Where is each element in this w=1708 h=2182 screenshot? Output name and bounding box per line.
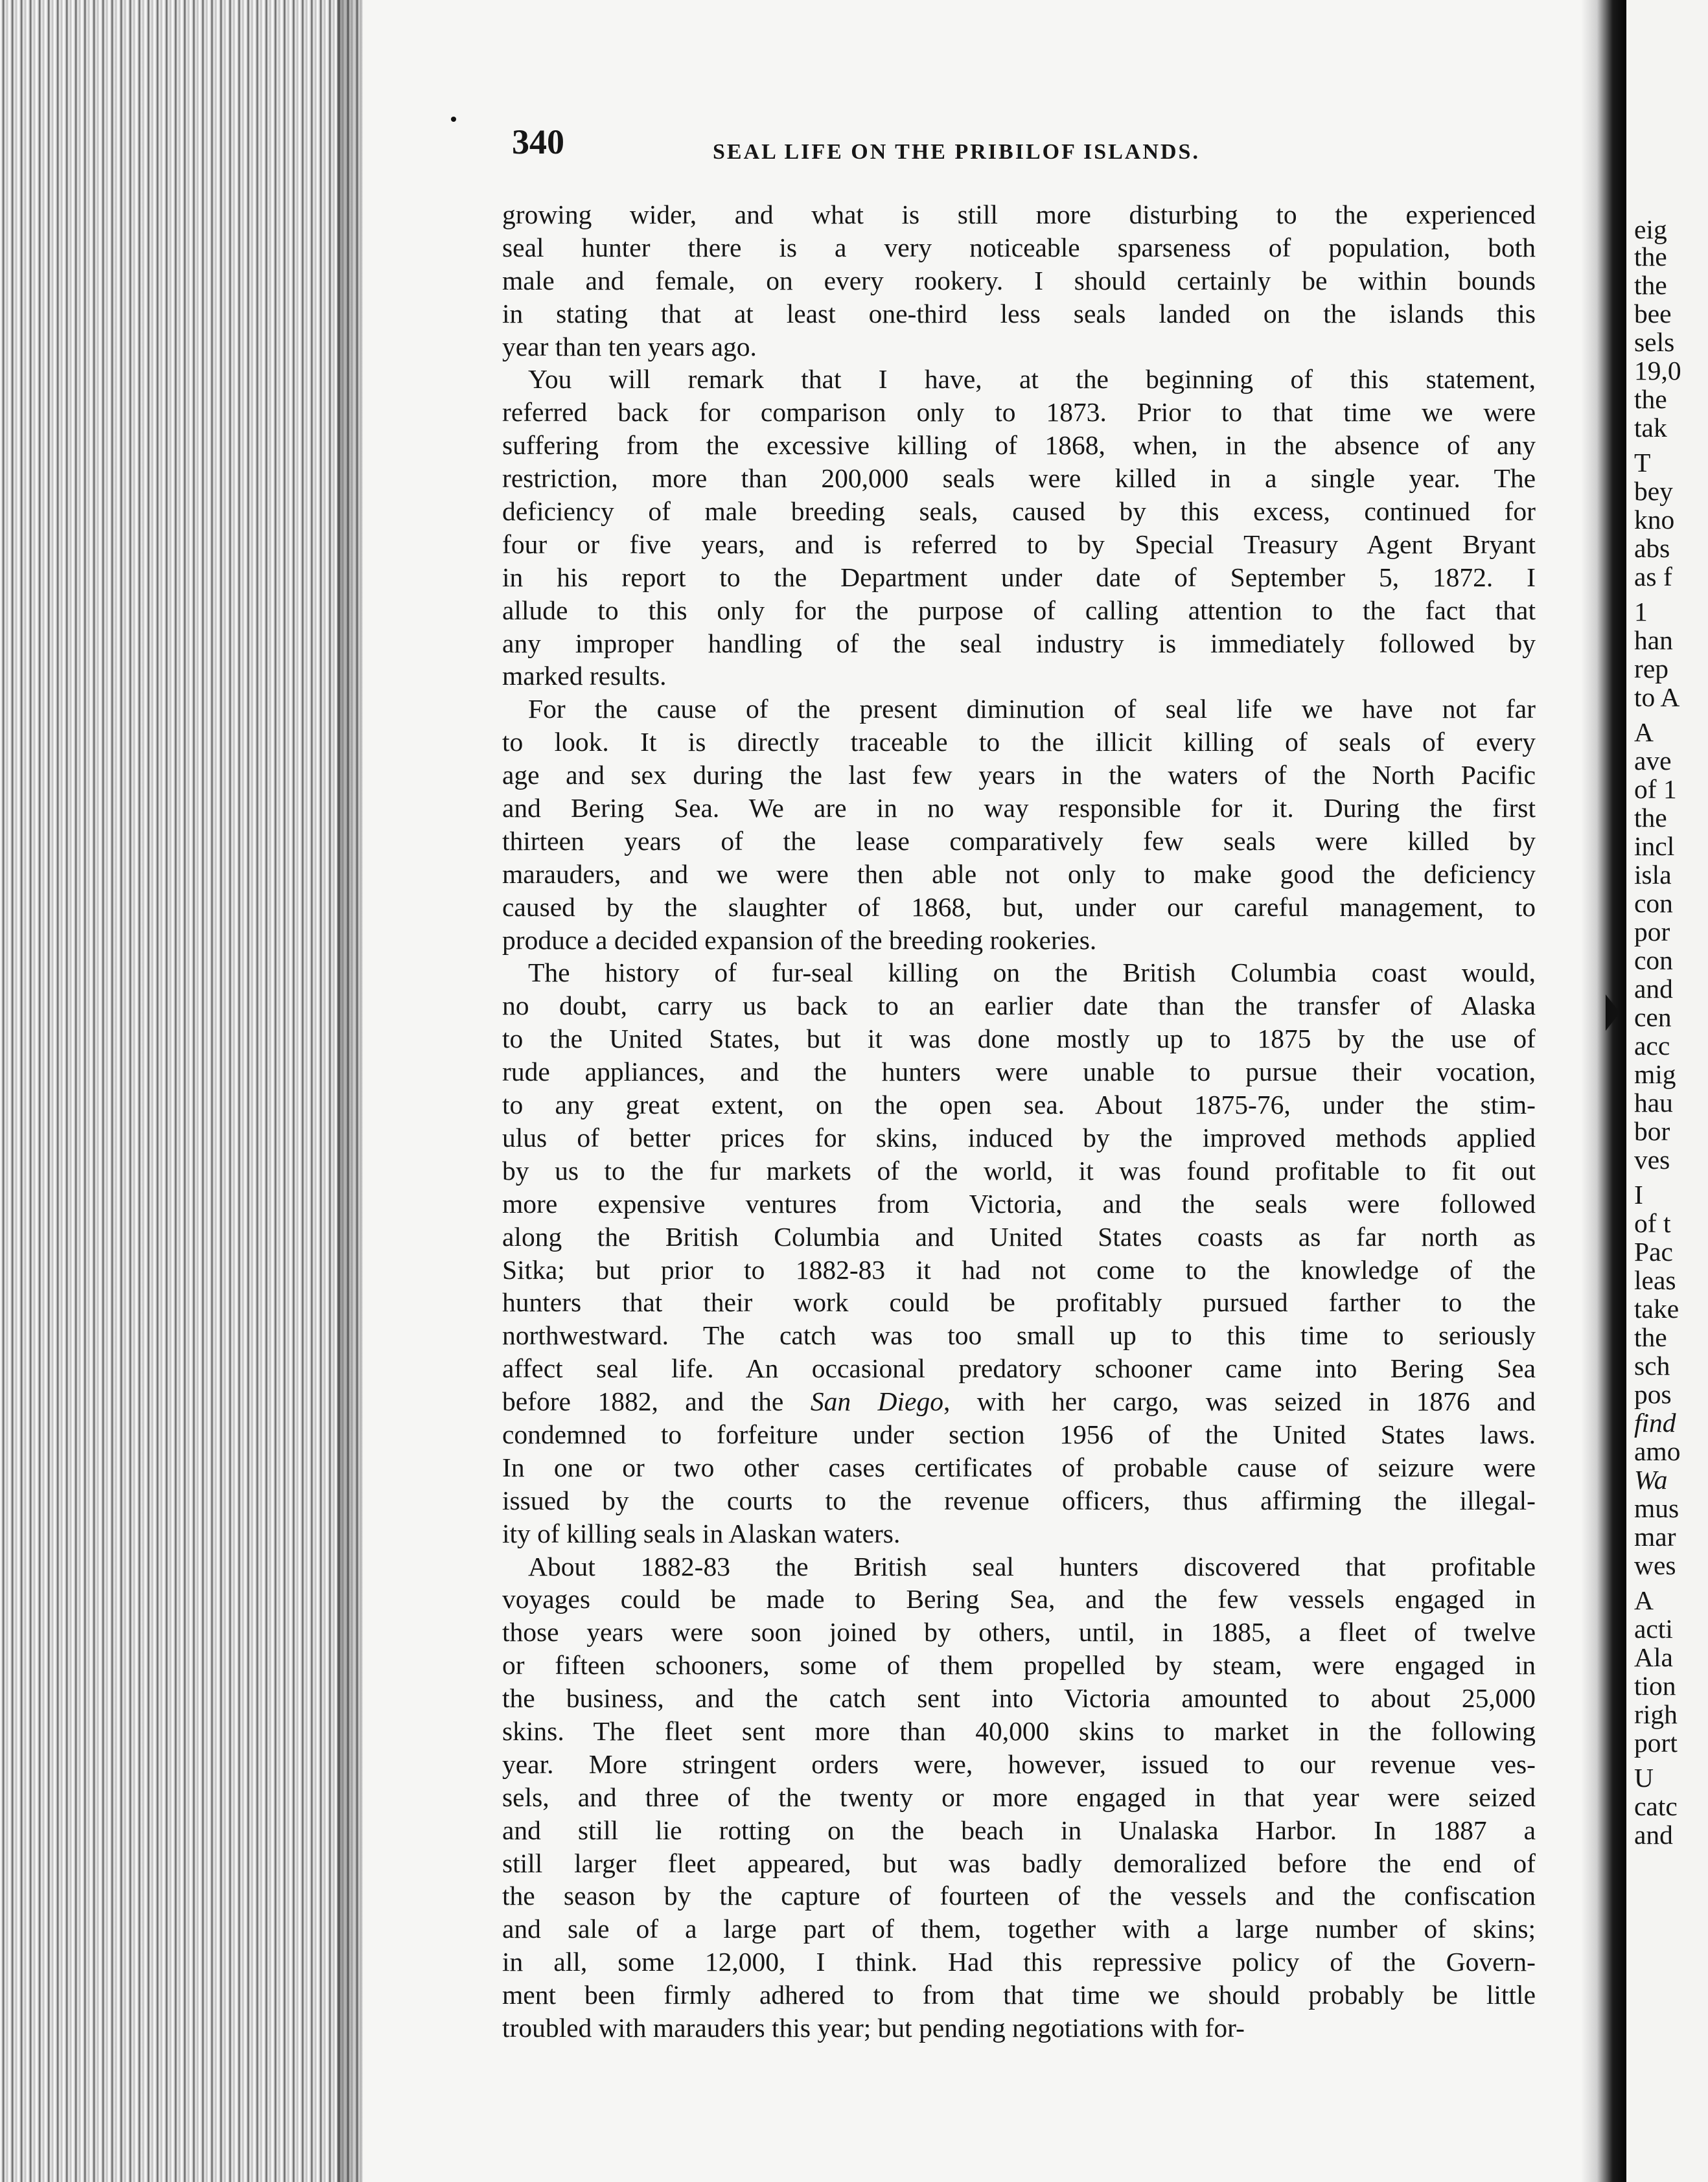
- text-line: issued by the courts to the revenue officers, thus affirming the illegal-: [502, 1485, 1536, 1515]
- facing-page-fragment-text: tak: [1634, 413, 1667, 442]
- facing-page-fragment-text: Ala: [1634, 1642, 1673, 1672]
- text-line: You will remark that I have, at the beginning of this statement,: [528, 364, 1536, 395]
- text-line: produce a decided expansion of the breeding rookeries.: [502, 924, 1097, 955]
- facing-page-fragment-text: catc: [1634, 1791, 1678, 1821]
- text-line: restriction, more than 200,000 seals were killed in a single year. The: [502, 463, 1536, 494]
- text-line: condemned to forfeiture under section 1956 of the United States laws.: [502, 1419, 1536, 1449]
- text-line: and still lie rotting on the beach in Unalaska Harbor. In 1887 a: [502, 1815, 1536, 1845]
- facing-page-fragment-text: han: [1634, 625, 1673, 655]
- facing-page-fragment-text: wes: [1634, 1550, 1676, 1580]
- facing-page-fragment-text: bee: [1634, 299, 1672, 328]
- facing-page-fragment-text: 19,0: [1634, 356, 1681, 385]
- text-line: allude to this only for the purpose of calling attention to the fact that: [502, 595, 1536, 625]
- facing-page-fragment-text: I: [1634, 1180, 1643, 1210]
- facing-page-fragment-text: Pac: [1634, 1237, 1673, 1267]
- text-line: ment been firmly adhered to from that time we should probably be little: [502, 1980, 1536, 2010]
- text-line: male and female, on every rookery. I should certainly be within bounds: [502, 265, 1536, 295]
- text-line: those years were soon joined by others, until, in 1885, a fleet of twelve: [502, 1617, 1536, 1648]
- text-line: no doubt, carry us back to an earlier date than the transfer of Alaska: [502, 991, 1536, 1021]
- facing-page-fragment-text: T: [1634, 448, 1651, 477]
- text-line: growing wider, and what is still more disturbing to the experienced: [502, 200, 1536, 229]
- text-line: in all, some 12,000, I think. Had this repressive policy of the Govern-: [502, 1947, 1536, 1977]
- facing-page-fragment-text: A: [1634, 1585, 1654, 1615]
- facing-page-fragment-text: bey: [1634, 476, 1673, 506]
- text-line: still larger fleet appeared, but was badly demoralized before the end of: [502, 1848, 1536, 1878]
- text-line: to any great extent, on the open sea. About 1875-76, under the stim-: [502, 1090, 1536, 1120]
- text-line: hunters that their work could be profitably pursued farther to the: [502, 1287, 1536, 1318]
- text-line: northwestward. The catch was too small up to this time to seriously: [502, 1320, 1536, 1351]
- text-line: more expensive ventures from Victoria, and the seals were followed: [502, 1188, 1536, 1219]
- book-gutter: [1581, 0, 1626, 2182]
- facing-page-fragment-text: righ: [1634, 1699, 1678, 1729]
- text-line: to look. It is directly traceable to the illicit killing of seals of every: [502, 727, 1536, 757]
- text-line: any improper handling of the seal industry is immediately followed by: [502, 628, 1536, 658]
- facing-page-fragment-text: por: [1634, 917, 1670, 947]
- facing-page-fragment-text: to A: [1634, 682, 1680, 712]
- facing-page-fragment-text: ave: [1634, 746, 1672, 775]
- facing-page-fragment-text: acc: [1634, 1031, 1670, 1061]
- text-line: In one or two other cases certificates of probable cause of seizure were: [502, 1452, 1536, 1482]
- text-line: caused by the slaughter of 1868, but, under our careful management, to: [502, 891, 1536, 922]
- text-line: thirteen years of the lease comparatively few seals were killed by: [502, 825, 1536, 856]
- facing-page-fragment-text: mus: [1634, 1493, 1679, 1523]
- ink-speck: [451, 117, 456, 122]
- text-line: or fifteen schooners, some of them propelled by steam, were engaged in: [502, 1650, 1536, 1681]
- page-number: 340: [512, 122, 564, 161]
- text-line: rude appliances, and the hunters were unable to pursue their vocation,: [502, 1057, 1536, 1087]
- text-line: seal hunter there is a very noticeable sparseness of population, both: [502, 232, 1536, 262]
- facing-page-fragment-text: isla: [1634, 860, 1672, 890]
- body-text: [502, 198, 1536, 2045]
- page-header: [512, 122, 1341, 174]
- text-line: by us to the fur markets of the world, it was found profitable to fit out: [502, 1155, 1536, 1186]
- facing-page-fragment-text: 1: [1634, 597, 1648, 626]
- text-line: year. More stringent orders were, however, issued to our revenue ves-: [502, 1749, 1536, 1779]
- text-line: the season by the capture of fourteen of the vessels and the confiscation: [502, 1881, 1536, 1911]
- text-line: marauders, and we were then able not only to make good the deficiency: [502, 858, 1536, 889]
- text-line: suffering from the excessive killing of 1868, when, in the absence of any: [502, 430, 1536, 461]
- facing-page-fragment-text: take: [1634, 1294, 1679, 1324]
- text-line: About 1882-83 the British seal hunters discovered that profitable: [528, 1551, 1536, 1581]
- facing-page-fragment-text: sch: [1634, 1351, 1670, 1381]
- facing-page-fragment-text: leas: [1634, 1265, 1676, 1295]
- text-line: The history of fur-seal killing on the British Columbia coast would,: [528, 958, 1536, 988]
- text-line: voyages could be made to Bering Sea, and the few vessels engaged in: [502, 1584, 1536, 1614]
- facing-page-fragment-text: of t: [1634, 1208, 1671, 1238]
- facing-page-fragment-text: pos: [1634, 1379, 1672, 1409]
- facing-page-fragment-text: kno: [1634, 505, 1675, 534]
- facing-page-fragment-text: eig: [1634, 214, 1667, 244]
- facing-page-fragment-text: con: [1634, 945, 1673, 975]
- text-line: sels, and three of the twenty or more engaged in that year were seized: [502, 1782, 1536, 1812]
- facing-page-fragment-text: cen: [1634, 1002, 1672, 1032]
- facing-page-fragment-text: amo: [1634, 1436, 1681, 1466]
- text-line: and Bering Sea. We are in no way responsible for it. During the first: [502, 793, 1536, 823]
- facing-page-fragment-text: the: [1634, 803, 1667, 833]
- text-line: troubled with marauders this year; but pending negotiations with for-: [502, 2012, 1245, 2043]
- facing-page-fragment-text: as f: [1634, 562, 1672, 591]
- facing-page-fragment-text: U: [1634, 1763, 1654, 1793]
- text-line: skins. The fleet sent more than 40,000 skins to market in the following: [502, 1716, 1536, 1746]
- facing-page-fragment-text: incl: [1634, 831, 1675, 861]
- facing-page-fragment-text: ves: [1634, 1145, 1670, 1175]
- facing-page-fragment-text: Wa: [1634, 1465, 1668, 1495]
- facing-page-fragment-text: acti: [1634, 1614, 1673, 1644]
- text-line: before 1882, and the San Diego, with her cargo, was seized in 1876 and: [502, 1386, 1536, 1417]
- facing-page-fragment-text: mig: [1634, 1059, 1676, 1089]
- running-title: SEAL LIFE ON THE PRIBILOF ISLANDS.: [713, 140, 1200, 164]
- gutter-notch: [1606, 994, 1620, 1031]
- facing-page-fragment-text: the: [1634, 1322, 1667, 1352]
- text-line: Sitka; but prior to 1882-83 it had not come to the knowledge of the: [502, 1254, 1536, 1285]
- facing-page-fragment-text: abs: [1634, 533, 1670, 563]
- facing-page-fragment-text: port: [1634, 1728, 1678, 1758]
- text-line: in stating that at least one-third less seals landed on the islands this: [502, 298, 1536, 328]
- facing-page-fragment: [1626, 0, 1708, 2182]
- facing-page-fragment-text: sels: [1634, 327, 1675, 357]
- text-line: affect seal life. An occasional predatory schooner came into Bering Sea: [502, 1353, 1536, 1384]
- facing-page-fragment-text: and: [1634, 974, 1673, 1004]
- facing-page-fragment-text: of 1: [1634, 774, 1677, 804]
- text-line: to the United States, but it was done mostly up to 1875 by the use of: [502, 1024, 1536, 1054]
- facing-page-fragment-text: bor: [1634, 1116, 1670, 1146]
- facing-page-fragment-text: hau: [1634, 1088, 1673, 1118]
- facing-page-fragment-text: rep: [1634, 654, 1668, 683]
- facing-page-fragment-text: find: [1634, 1408, 1676, 1438]
- facing-page-fragment-text: con: [1634, 888, 1673, 918]
- text-line: age and sex during the last few years in the waters of the North Pacific: [502, 760, 1536, 790]
- facing-page-fragment-text: the: [1634, 270, 1667, 300]
- text-line: ity of killing seals in Alaskan waters.: [502, 1518, 901, 1548]
- text-line: year than ten years ago.: [502, 331, 757, 362]
- facing-page-fragment-text: tion: [1634, 1671, 1676, 1701]
- facing-page-fragment-text: the: [1634, 242, 1667, 271]
- book-fore-edge: [0, 0, 363, 2182]
- text-line: along the British Columbia and United States coasts as far north as: [502, 1221, 1536, 1252]
- text-line: For the cause of the present diminution of seal life we have not far: [528, 694, 1536, 724]
- text-line: four or five years, and is referred to by Special Treasury Agent Bryant: [502, 529, 1536, 559]
- text-line: deficiency of male breeding seals, caused by this excess, continued for: [502, 496, 1536, 527]
- text-line: marked results.: [502, 661, 667, 691]
- text-line: in his report to the Department under date of September 5, 1872. I: [502, 562, 1536, 592]
- facing-page-fragment-text: the: [1634, 384, 1667, 414]
- facing-page-fragment-text: mar: [1634, 1522, 1676, 1552]
- facing-page-fragment-text: A: [1634, 717, 1654, 747]
- text-line: and sale of a large part of them, together with a large number of skins;: [502, 1914, 1536, 1944]
- text-line: ulus of better prices for skins, induced by the improved methods applied: [502, 1122, 1536, 1153]
- text-line: referred back for comparison only to 1873. Prior to that time we were: [502, 397, 1536, 428]
- text-line: the business, and the catch sent into Victoria amounted to about 25,000: [502, 1683, 1536, 1714]
- facing-page-fragment-text: and: [1634, 1820, 1673, 1850]
